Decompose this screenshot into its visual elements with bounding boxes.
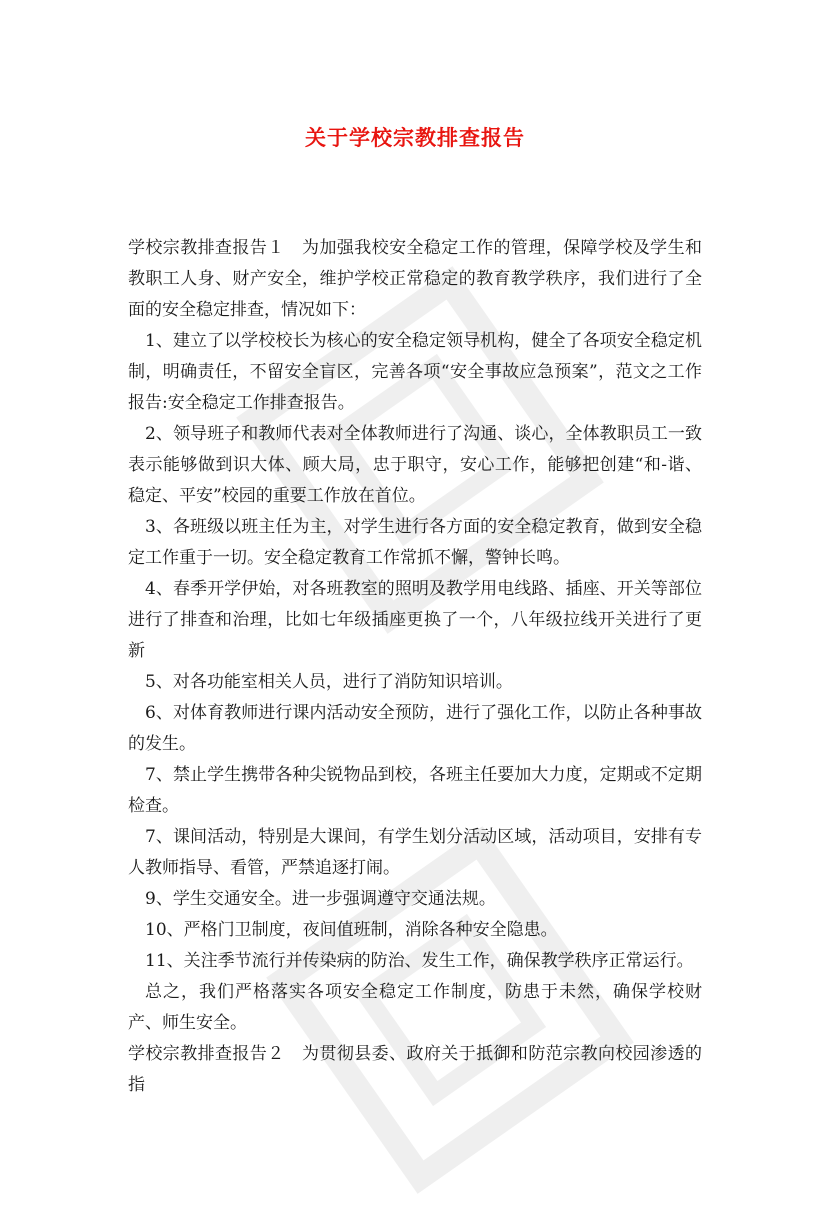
list-item: 11、关注季节流行并传染病的防治、发生工作，确保教学秩序正常运行。 xyxy=(145,951,694,971)
list-item: 1、建立了以学校校长为核心的安全稳定领导机构，健全了各项安全稳定机制，明确责任，不留安全盲区，完善各项“安全事故应急预案”，范文之工作报告:安全稳定工作排查报告。 xyxy=(128,331,702,413)
list-item: 4、春季开学伊始，对各班教室的照明及教学用电线路、插座、开关等部位进行了排查和治理，比如七年级插座更换了一个，八年级拉线开关进行了更新 xyxy=(128,579,702,661)
document-title: 关于学校宗教排查报告 xyxy=(305,126,525,150)
paragraph-intro-2: 学校宗教排查报告２ 为贯彻县委、政府关于抵御和防范宗教向校园渗透的指 xyxy=(128,1044,702,1095)
list-item: 10、严格门卫制度，夜间值班制，消除各种安全隐患。 xyxy=(145,920,558,940)
paragraph-intro-1: 学校宗教排查报告１ 为加强我校安全稳定工作的管理，保障学校及学生和教职工人身、财产安全，维护学校正常稳定的教育教学秩序，我们进行了全面的安全稳定排查，情况如下： xyxy=(128,238,702,320)
list-item: 7、课间活动，特别是大课间，有学生划分活动区域，活动项目，安排有专人教师指导、看管，严禁追逐打闹。 xyxy=(128,827,702,878)
list-item: 3、各班级以班主任为主，对学生进行各方面的安全稳定教育，做到安全稳定工作重于一切。安全稳定教育工作常抓不懈，警钟长鸣。 xyxy=(128,517,702,568)
list-item: 5、对各功能室相关人员，进行了消防知识培训。 xyxy=(145,672,513,692)
list-item: 9、学生交通安全。进一步强调遵守交通法规。 xyxy=(145,889,496,909)
summary-paragraph: 总之，我们严格落实各项安全稳定工作制度，防患于未然，确保学校财产、师生安全。 xyxy=(128,982,702,1033)
list-item: 7、禁止学生携带各种尖锐物品到校，各班主任要加大力度，定期或不定期检查。 xyxy=(128,765,702,816)
document-body xyxy=(128,233,702,1101)
list-item: 6、对体育教师进行课内活动安全预防，进行了强化工作，以防止各种事故的发生。 xyxy=(128,703,702,754)
list-item: 2、领导班子和教师代表对全体教师进行了沟通、谈心，全体教职员工一致表示能够做到识大体、顾大局，忠于职守，安心工作，能够把创建“和-谐、稳定、平安”校园的重要工作放在首位。 xyxy=(128,424,702,506)
